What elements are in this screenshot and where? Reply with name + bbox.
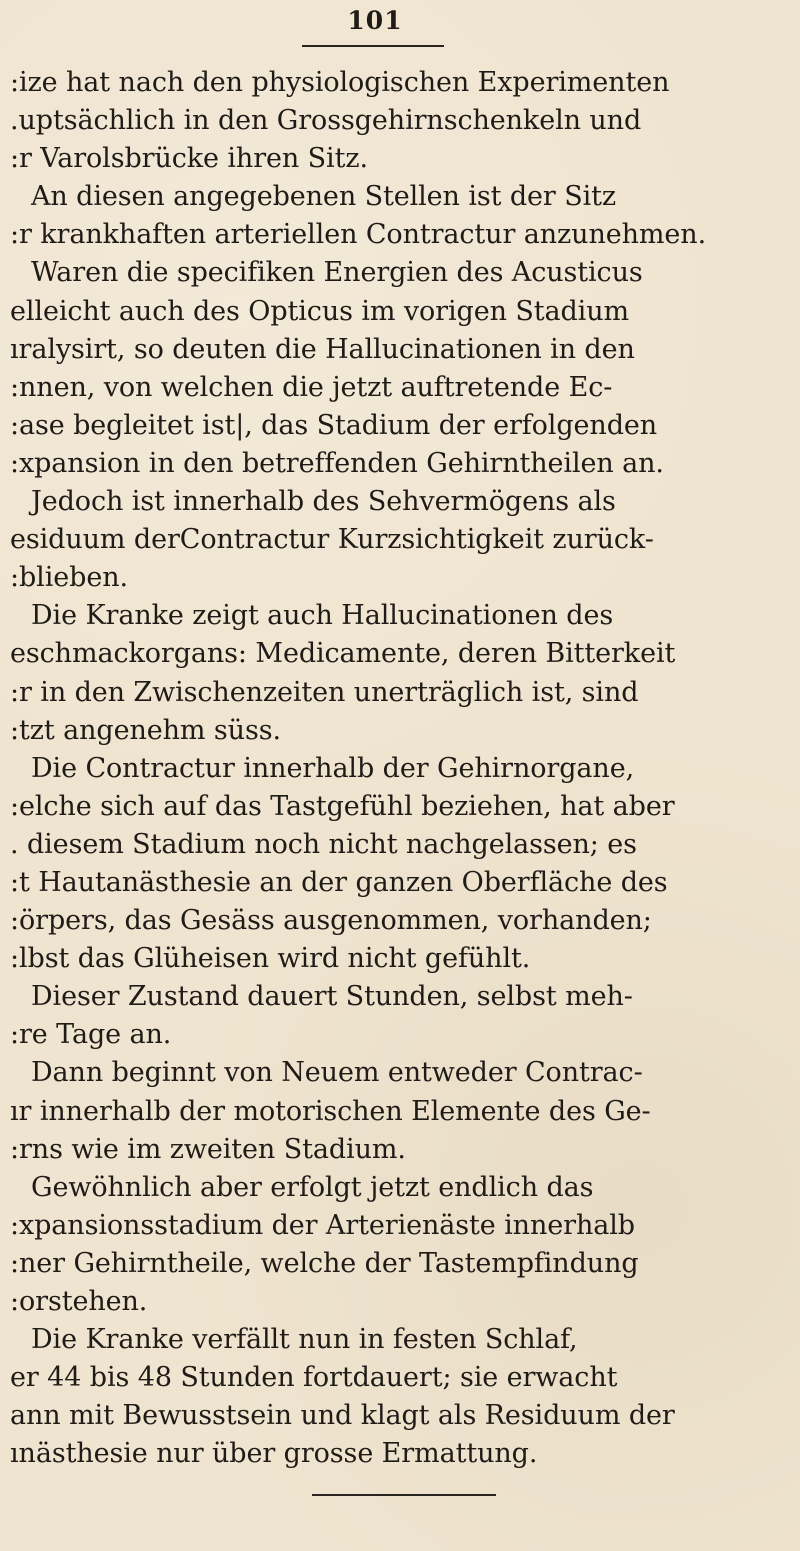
text-line: :tzt angenehm süss. [10,714,281,746]
page-number: 101 [347,6,403,35]
text-line: :ner Gehirntheile, welche der Tastempfindung [10,1247,639,1279]
text-line: An diesen angegebenen Stellen ist der Sitz [31,181,617,213]
text-line: :r krankhaften arteriellen Contractur anzunehmen. [10,219,707,251]
text-line: ır innerhalb der motorischen Elemente des Ge- [10,1095,651,1127]
page-text [10,64,790,1473]
text-line: . diesem Stadium noch nicht nachgelassen; es [10,828,637,860]
text-line: :xpansionsstadium der Arterienäste innerhalb [10,1209,635,1241]
text-line: .uptsächlich in den Grossgehirnschenkeln und [10,105,642,137]
text-line: :r in den Zwischenzeiten unerträglich ist, sind [10,676,639,708]
text-line: Dieser Zustand dauert Stunden, selbst meh- [31,981,633,1013]
text-line: :blieben. [10,562,128,594]
text-line: Dann beginnt von Neuem entweder Contrac- [31,1057,643,1089]
text-line: ann mit Bewusstsein und klagt als Residuum der [10,1400,675,1432]
text-line: :r Varolsbrücke ihren Sitz. [10,143,368,175]
text-line: :xpansion in den betreffenden Gehirntheilen an. [10,447,664,479]
text-line: ınästhesie nur über grosse Ermattung. [10,1438,538,1470]
text-line: :t Hautanästhesie an der ganzen Oberfläche des [10,866,668,898]
text-line: eschmackorgans: Medicamente, deren Bitterkeit [10,638,676,670]
header-rule [302,45,444,47]
text-line: :re Tage an. [10,1019,172,1051]
text-line: :nnen, von welchen die jetzt auftretende Ec- [10,371,613,403]
text-line: :ase begleitet ist|, das Stadium der erfolgenden [10,409,658,441]
text-line: Gewöhnlich aber erfolgt jetzt endlich das [31,1171,594,1203]
text-line: Die Contractur innerhalb der Gehirnorgane, [31,752,635,784]
text-line: Waren die specifiken Energien des Acusticus [31,257,643,289]
text-line: elleicht auch des Opticus im vorigen Stadium [10,295,629,327]
text-line: er 44 bis 48 Stunden fortdauert; sie erwacht [10,1362,618,1394]
text-line: Die Kranke zeigt auch Hallucinationen des [31,600,614,632]
text-line: :elche sich auf das Tastgefühl beziehen, hat aber [10,790,675,822]
text-line: :örpers, das Gesäss ausgenommen, vorhanden; [10,905,652,937]
text-line: :ize hat nach den physiologischen Experimenten [10,67,670,98]
text-line: ıralysirt, so deuten die Hallucinationen in den [10,333,635,365]
text-line: Jedoch ist innerhalb des Sehvermögens als [31,486,616,518]
text-line: esiduum derContractur Kurzsichtigkeit zurück- [10,524,654,556]
footer-rule [312,1494,496,1496]
text-line: :rns wie im zweiten Stadium. [10,1133,406,1165]
text-line: Die Kranke verfällt nun in festen Schlaf, [31,1324,578,1356]
text-line: :lbst das Glüheisen wird nicht gefühlt. [10,943,531,975]
text-line: :orstehen. [10,1286,148,1317]
